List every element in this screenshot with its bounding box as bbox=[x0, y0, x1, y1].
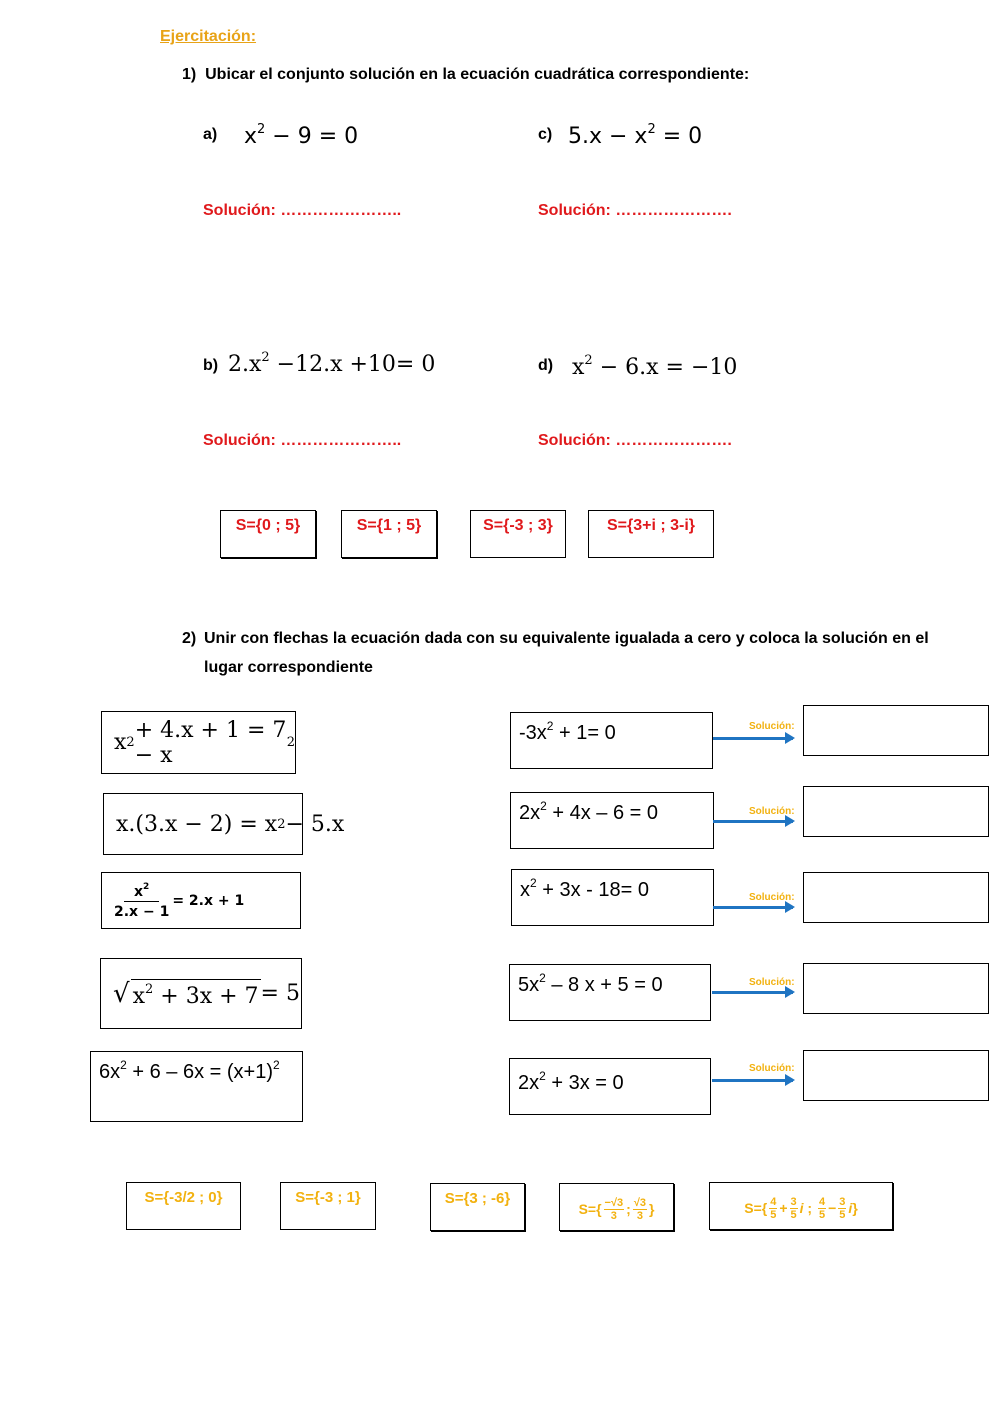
arrow-2 bbox=[713, 820, 793, 823]
left-equation-2[interactable]: x.(3.x − 2) = x 2 − 5.x bbox=[103, 793, 303, 855]
solution-label-2: Solución: bbox=[749, 806, 795, 817]
sqrt-symbol: √ bbox=[113, 978, 130, 1009]
left-equation-5[interactable]: $6x^2 + 6 - 6x = (x+1)^2$ bbox=[90, 1051, 303, 1122]
left-equation-1[interactable]: x 2 + 4.x + 1 = 7 − x 2 bbox=[101, 711, 296, 774]
arrow-5 bbox=[712, 1079, 793, 1082]
item-a-label: a) bbox=[203, 126, 218, 143]
right-equation-3[interactable]: $x^2 + 3x - 18= 0$ bbox=[511, 869, 714, 926]
item-d-solution[interactable]: Solución: …………………. bbox=[538, 432, 732, 449]
q2-option-1[interactable]: S={-3/2 ; 0} bbox=[126, 1182, 241, 1230]
solution-box-2[interactable] bbox=[803, 786, 989, 837]
q2-option-4[interactable]: S={ $\frac{-√3}{3}$ ; $\frac{√3}{3}$ } bbox=[559, 1183, 674, 1231]
solution-box-4[interactable] bbox=[803, 963, 989, 1014]
item-c-equation: $5.x - x^2 = 0$ bbox=[568, 122, 703, 149]
arrow-1 bbox=[713, 737, 793, 740]
question-2 bbox=[182, 624, 962, 682]
left-equation-3[interactable]: $\frac{x^2}{2.x - 1}$ = 2.x + 1 bbox=[101, 872, 301, 929]
item-b-label: b) bbox=[203, 357, 219, 374]
q2-option-2[interactable]: S={-3 ; 1} bbox=[280, 1182, 376, 1230]
item-b-solution[interactable]: Solución: ………………….. bbox=[203, 432, 402, 449]
item-d-equation: $x^2 - 6.x = -10$ bbox=[572, 353, 738, 380]
q1-option-3[interactable]: S={-3 ; 3} bbox=[470, 510, 566, 558]
right-equation-5[interactable]: $2x^2 + 3x = 0$ bbox=[509, 1058, 711, 1115]
q2-option-5[interactable]: S={ $\frac{4}{5}$ + $\frac{3}{5}$ i ; $\frac{4}{5}$ − $\frac{3}{5}$ i } bbox=[709, 1182, 893, 1230]
question-1 bbox=[182, 66, 749, 84]
item-d-label: d) bbox=[538, 357, 554, 374]
item-a-equation: $x^2 - 9 = 0$ bbox=[244, 122, 359, 149]
right-equation-2[interactable]: $2x^2 + 4x - 6 = 0$ bbox=[510, 792, 714, 849]
solution-box-1[interactable] bbox=[803, 705, 989, 756]
worksheet-heading: Ejercitación: bbox=[160, 28, 257, 45]
item-b-equation: $2.x^2 -12.x +10= 0$ bbox=[228, 350, 436, 377]
solution-label-3: Solución: bbox=[749, 892, 795, 903]
right-equation-1[interactable]: $-3x^2 + 1= 0$ bbox=[510, 712, 713, 769]
item-a-solution[interactable]: Solución: ………………….. bbox=[203, 202, 402, 219]
q1-option-2[interactable]: S={1 ; 5} bbox=[341, 510, 437, 558]
item-c-label: c) bbox=[538, 126, 553, 143]
q2-option-3[interactable]: S={3 ; -6} bbox=[430, 1183, 525, 1231]
solution-label-5: Solución: bbox=[749, 1063, 795, 1074]
right-equation-4[interactable]: $5x^2 - 8$ x + 5 = 0 bbox=[509, 964, 711, 1021]
item-c-solution[interactable]: Solución: …………………. bbox=[538, 202, 732, 219]
question-1-number: 1) bbox=[182, 66, 197, 83]
solution-label-1: Solución: bbox=[749, 721, 795, 732]
question-2-text: Unir con flechas la ecuación dada con su equivalente igualada a cero y coloca la solución en el lugar correspondiente bbox=[204, 630, 929, 676]
arrow-4 bbox=[712, 991, 793, 994]
left-equation-4[interactable]: √ $x^2 + 3x + 7$ = 5 bbox=[100, 958, 302, 1029]
q1-option-1[interactable]: S={0 ; 5} bbox=[220, 510, 316, 558]
question-2-number: 2) bbox=[182, 630, 197, 647]
solution-box-3[interactable] bbox=[803, 872, 989, 923]
solution-box-5[interactable] bbox=[803, 1050, 989, 1101]
question-1-text: Ubicar el conjunto solución en la ecuación cuadrática correspondiente: bbox=[205, 66, 750, 83]
solution-label-4: Solución: bbox=[749, 977, 795, 988]
q1-option-4[interactable]: S={3+i ; 3-i} bbox=[588, 510, 714, 558]
arrow-3 bbox=[713, 906, 793, 909]
